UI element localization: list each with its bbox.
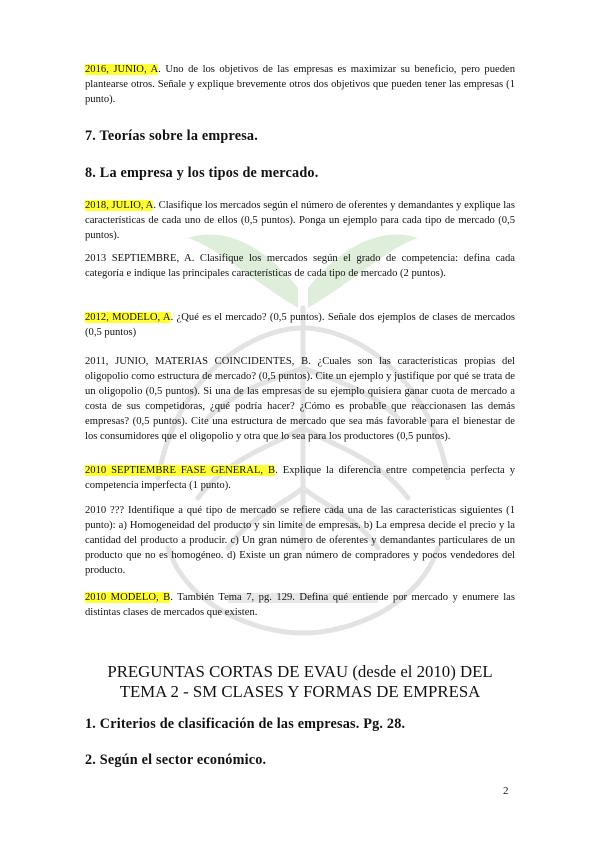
question-2010-septiembre: [85, 463, 515, 493]
question-2010-modelo: [85, 590, 515, 620]
exam-tag: 2010 SEPTIEMBRE FASE GENERAL, B: [85, 465, 276, 476]
heading-mercado: 8. La empresa y los tipos de mercado.: [85, 165, 319, 181]
question-2012-modelo: [85, 310, 515, 340]
heading-sector: 2. Según el sector económico.: [85, 752, 267, 768]
question-2018-julio: [85, 198, 515, 243]
question-2016-junio: [85, 62, 515, 107]
page-number: 2: [503, 785, 509, 797]
question-text: . Uno de los objetivos de las empresas es maximizar su beneficio, pero pueden plantearse otros. Señale y explique brevemente otros dos objetivos que pueden tener las empresas (1 punto).: [85, 64, 516, 105]
question-2013-septiembre: 2013 SEPTIEMBRE, A. Clasifique los mercados según el grado de competencia: defina cada categoría e indique las principales características de cada tipo de mercado (2 puntos).: [85, 253, 515, 279]
question-text: . También Tema 7, pg. 129. Defina qué entiende por mercado y enumere las distintas clases de mercados que existen.: [85, 592, 515, 618]
question-2010-unknown: 2010 ??? Identifique a qué tipo de mercado se refiere cada una de las características siguientes (1 punto): a) Homogeneidad del producto y sin límite de empresas. b) La empresa decide el precio y la cantidad del producto a producir. c) Un gran número de oferentes y demandantes particulares de un producto que no es homogéneo. d) Existe un gran número de compradores y pocos vendedores del producto.: [85, 505, 515, 576]
question-2011-junio: 2011, JUNIO, MATERIAS COINCIDENTES, B. ¿Cuales son las características propias del oligopolio como estructura de mercado? (0,5 puntos). Cite un ejemplo y justifique por qué se trata de un oligopolio (0,5 puntos). Si una de las empresas de su ejemplo quisiera ganar cuota de mercado a costa de sus competidoras, ¿qué podría hacer? ¿Cómo es probable que reaccionasen las demás empresas? (0,5 puntos). Cite una estructura de mercado que sea más favorable para el bienestar de los consumidores que el oligopolio y otra que lo sea para los productores (0,5 puntos).: [85, 356, 515, 442]
section-title: PREGUNTAS CORTAS DE EVAU (desde el 2010) DEL TEMA 2 - SM CLASES Y FORMAS DE EMPRESA: [107, 662, 493, 701]
heading-criterios: 1. Criterios de clasificación de las empresas. Pg. 28.: [85, 716, 406, 732]
heading-teorias: 7. Teorías sobre la empresa.: [85, 128, 258, 144]
question-text: . Clasifique los mercados según el número de oferentes y demandantes y explique las características de cada uno de ellos (0,5 puntos). Ponga un ejemplo para cada tipo de mercado (0,5 puntos).: [85, 200, 515, 241]
question-text: . ¿Qué es el mercado? (0,5 puntos). Señale dos ejemplos de clases de mercados (0,5 puntos): [85, 312, 515, 338]
exam-tag: 2012, MODELO, A: [85, 312, 171, 323]
question-text: . Explique la diferencia entre competencia perfecta y competencia imperfecta (1 punto).: [85, 465, 516, 491]
exam-tag: 2016, JUNIO, A: [85, 64, 159, 75]
exam-tag: 2018, JULIO, A: [85, 200, 154, 211]
exam-tag: 2010 MODELO, B: [85, 592, 171, 603]
